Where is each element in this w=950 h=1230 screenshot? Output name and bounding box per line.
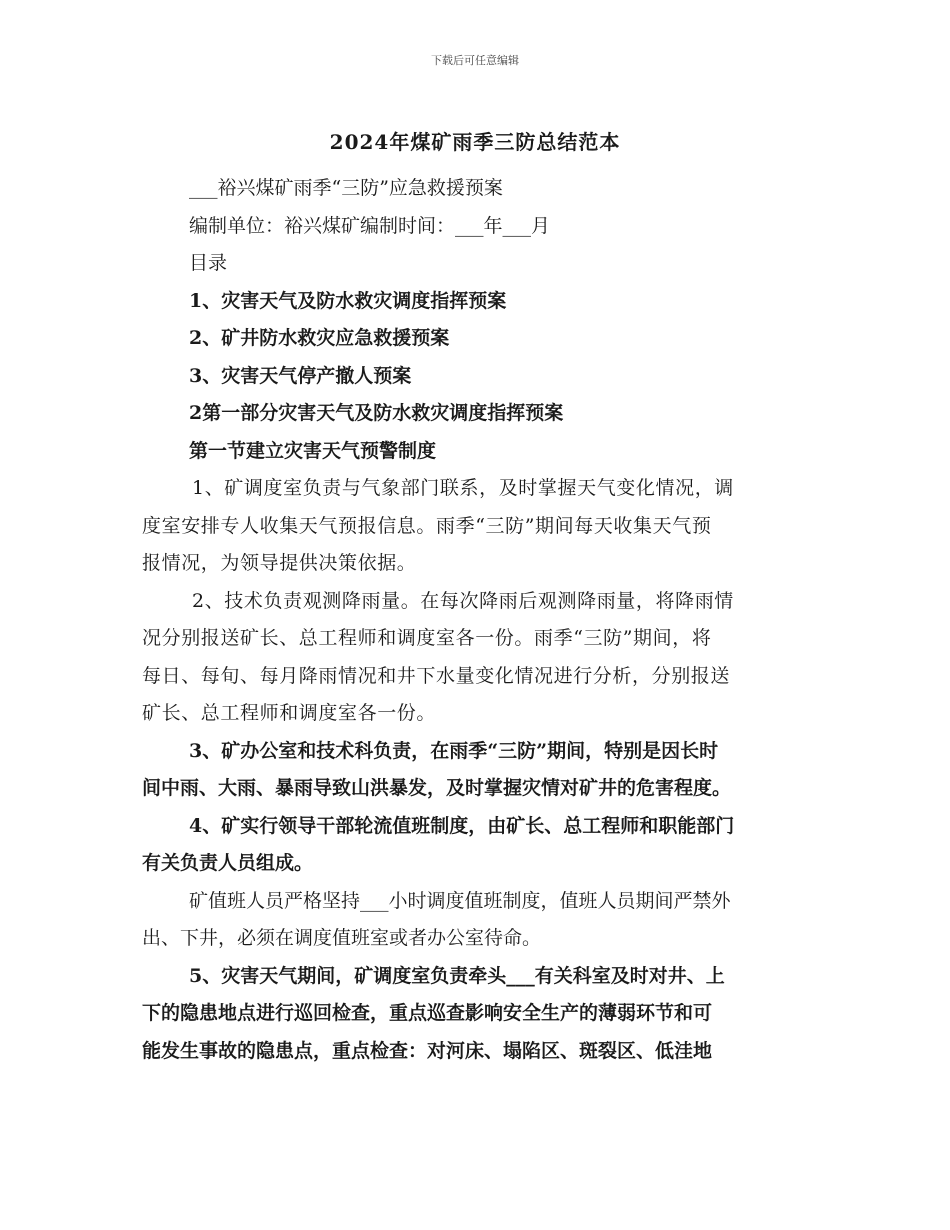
- paragraph-1: [142, 470, 810, 583]
- section-heading: 2第一部分灾害天气及防水救灾调度指挥预案: [189, 402, 564, 424]
- paragraph-line: 1、矿调度室负责与气象部门联系，及时掌握天气变化情况，调: [192, 477, 734, 499]
- paragraph-6: [142, 958, 810, 1071]
- paragraph-line: 出、下井，必须在调度值班室或者办公室待命。: [142, 927, 542, 949]
- document-body: [142, 170, 810, 1070]
- subsection-heading: 第一节建立灾害天气预警制度: [189, 439, 437, 462]
- paragraph-line: 3、矿办公室和技术科负责，在雨季“三防”期间，特别是因长时: [189, 739, 719, 762]
- paragraph-line: 2、技术负责观测降雨量。在每次降雨后观测降雨量，将降雨情: [192, 589, 734, 612]
- paragraph-5: [142, 883, 810, 958]
- paragraph-line: 5、灾害天气期间，矿调度室负责牵头___有关科室及时对井、上: [189, 964, 725, 987]
- paragraph-line: 度室安排专人收集天气预报信息。雨季“三防”期间每天收集天气预: [142, 514, 712, 537]
- paragraph-4: [142, 808, 810, 883]
- paragraph-line: 报情况，为领导提供决策依据。: [142, 552, 417, 574]
- paragraph-line: 每日、每旬、每月降雨情况和井下水量变化情况进行分析，分别报送: [142, 664, 731, 687]
- paragraph-line: 矿长、总工程师和调度室各一份。: [142, 702, 437, 724]
- header-note: 下载后可任意编辑: [431, 54, 519, 67]
- paragraph-line: 矿值班人员严格坚持___小时调度值班制度，值班人员期间严禁外: [189, 889, 731, 912]
- paragraph-2: [142, 583, 810, 733]
- paragraph-line: 况分别报送矿长、总工程师和调度室各一份。雨季“三防”期间，将: [142, 627, 712, 649]
- paragraph-line: 能发生事故的隐患点，重点检查：对河床、塌陷区、斑裂区、低洼地: [142, 1039, 713, 1062]
- toc-label: 目录: [189, 252, 228, 274]
- toc-item: 3、灾害天气停产撤人预案: [189, 364, 412, 387]
- toc-item: 1、灾害天气及防水救灾调度指挥预案: [189, 289, 507, 312]
- paragraph-line: 4、矿实行领导干部轮流值班制度，由矿长、总工程师和职能部门: [189, 814, 735, 837]
- paragraph-line: 间中雨、大雨、暴雨导致山洪暴发，及时掌握灾情对矿井的危害程度。: [142, 777, 732, 799]
- paragraph-3: [142, 733, 810, 808]
- intro-line-1: ___裕兴煤矿雨季“三防”应急救援预案: [189, 177, 503, 199]
- intro-line-2: 编制单位：裕兴煤矿编制时间：___年___月: [189, 214, 551, 237]
- document-title: 2024年煤矿雨季三防总结范本: [329, 130, 621, 154]
- paragraph-line: 有关负责人员组成。: [142, 852, 314, 874]
- toc-item: 2、矿井防水救灾应急救援预案: [189, 327, 450, 349]
- paragraph-line: 下的隐患地点进行巡回检查，重点巡查影响安全生产的薄弱环节和可: [142, 1002, 713, 1024]
